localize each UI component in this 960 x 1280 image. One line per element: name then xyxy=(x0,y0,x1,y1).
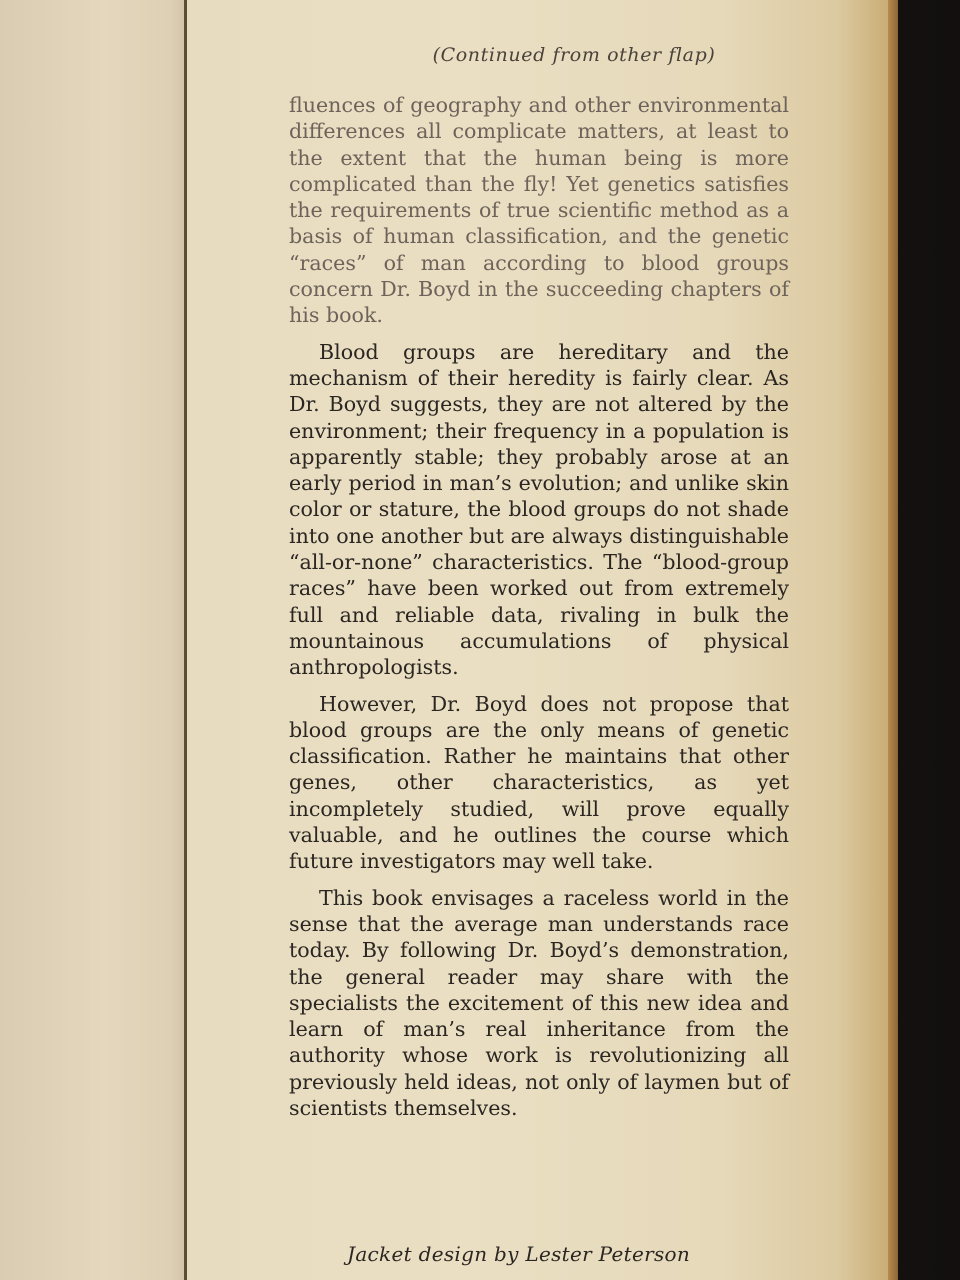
paragraph-1: fluences of geography and other environmental differences all complicate matters, at least to the extent that the human being is more complicated than the fly! Yet genetics satisfies the requirements of true scientific method as a basis of human classification, and the genetic “races” of man according to blood groups concern Dr. Boyd in the succeeding chapters of his book. xyxy=(289,93,789,328)
continued-note: (Continued from other flap) xyxy=(432,44,716,66)
flap-edge xyxy=(888,0,898,1280)
paragraph-4: This book envisages a raceless world in the sense that the average man understands race today. By following Dr. Boyd’s demonstration, the general reader may share with the specialists the excitement of this new idea and learn of man’s real inheritance from the authority whose work is revolutionizing all previously held ideas, not only of laymen but of scientists themselves. xyxy=(289,885,789,1120)
flap-text xyxy=(289,44,789,1131)
paragraph-2: Blood groups are hereditary and the mechanism of their heredity is fairly clear. As Dr. Boyd suggests, they are not altered by the environment; their frequency in a population is apparently stable; they probably arose at an early period in man’s evolution; and unlike skin color or stature, the blood groups do not shade into one another but are always distinguishable “all-or-none” characteristics. The “blood-group races” have been worked out from extremely full and reliable data, rivaling in bulk the mountainous accumulations of physical anthropologists. xyxy=(289,339,789,680)
jacket-credit: Jacket design by Lester Peterson xyxy=(347,1242,691,1266)
adjacent-page xyxy=(0,0,190,1280)
paragraph-3: However, Dr. Boyd does not propose that blood groups are the only means of genetic classification. Rather he maintains that other genes, other characteristics, as yet incompletely studied, will prove equally valuable, and he outlines the course which future investigators may well take. xyxy=(289,691,789,874)
